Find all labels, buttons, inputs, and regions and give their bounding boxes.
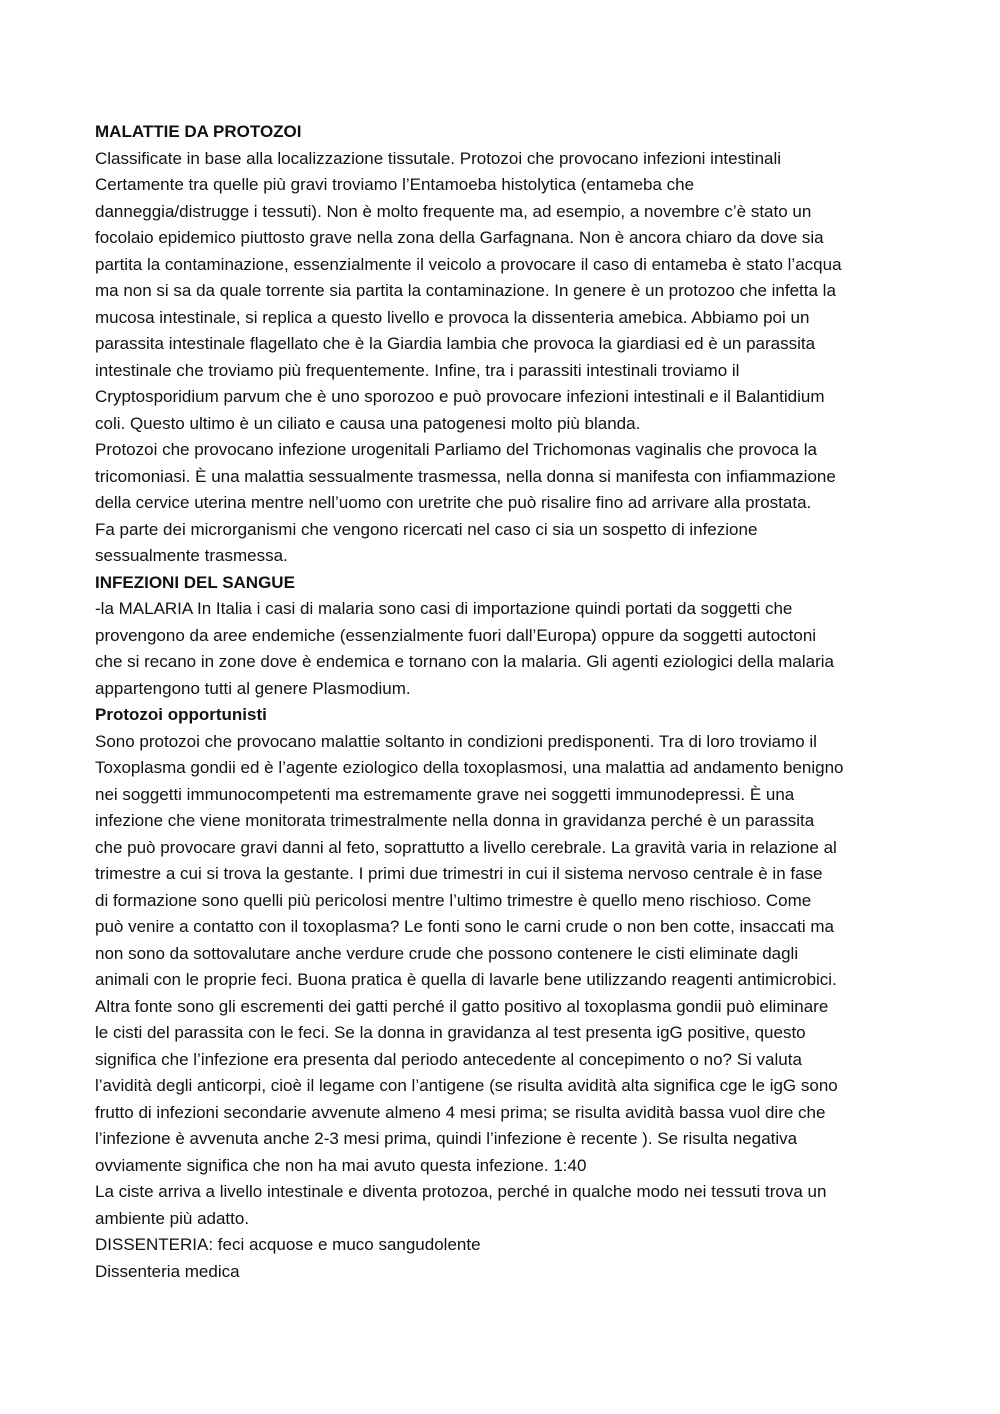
text-line: partita la contaminazione, essenzialmente il veicolo a provocare il caso di entameba è stato l’acqua [95,254,842,274]
section-heading: Protozoi opportunisti [95,705,267,724]
text-line: danneggia/distrugge i tessuti). Non è molto frequente ma, ad esempio, a novembre c’è stato un [95,201,812,221]
text-line: mucosa intestinale, si replica a questo livello e provoca la dissenteria amebica. Abbiamo poi un [95,307,810,327]
text-line: Cryptosporidium parvum che è uno sporozoo e può provocare infezioni intestinali e il Balantidium [95,387,825,406]
text-line: della cervice uterina mentre nell’uomo con uretrite che può risalire fino ad arrivare alla prostata. [95,493,812,512]
text-line: sessualmente trasmessa. [95,546,288,565]
text-line: che si recano in zone dove è endemica e tornano con la malaria. Gli agenti eziologici della malaria [95,652,834,671]
section-heading: INFEZIONI DEL SANGUE [95,572,295,592]
text-line: l’avidità degli anticorpi, cioè il legame con l’antigene (se risulta avidità alta significa cge le igG sono [95,1076,838,1095]
text-line: nei soggetti immunocompetenti ma estremamente grave nei soggetti immunodepressi. È una [95,784,795,804]
text-line: ambiente più adatto. [95,1208,250,1228]
text-line: Classificate in base alla localizzazione tissutale. Protozoi che provocano infezioni intestinali [95,148,782,168]
text-line: intestinale che troviamo più frequentemente. Infine, tra i parassiti intestinali troviamo il [95,360,740,380]
text-line: tricomoniasi. È una malattia sessualmente trasmessa, nella donna si manifesta con infiammazione [95,466,836,486]
text-line: significa che l’infezione era presenta dal periodo antecedente al concepimento o no? Si valuta [95,1049,802,1069]
text-line: coli. Questo ultimo è un ciliato e causa una patogenesi molto più blanda. [95,413,641,433]
text-line: può venire a contatto con il toxoplasma? Le fonti sono le carni crude o non ben cotte, insaccati ma [95,917,835,936]
text-line: animali con le proprie feci. Buona pratica è quella di lavarle bene utilizzando reagenti antimicrobici. [95,970,837,989]
text-line: ovviamente significa che non ha mai avuto questa infezione. 1:40 [95,1155,587,1175]
text-line: di formazione sono quelli più pericolosi mentre l’ultimo trimestre è quello meno rischioso. Come [95,890,812,910]
text-line: focolaio epidemico piuttosto grave nella zona della Garfagnana. Non è ancora chiaro da dove sia [95,228,824,247]
text-line: trimestre a cui si trova la gestante. I primi due trimestri in cui il sistema nervoso centrale è in fase [95,864,823,883]
text-line: Sono protozoi che provocano malattie soltanto in condizioni predisponenti. Tra di loro troviamo il [95,731,817,751]
text-line: appartengono tutti al genere Plasmodium. [95,678,411,698]
text-line: infezione che viene monitorata trimestralmente nella donna in gravidanza perché è un parassita [95,811,815,830]
text-line: Toxoplasma gondii ed è l’agente eziologico della toxoplasmosi, una malattia ad andamento benigno [95,758,844,777]
text-line: Fa parte dei microrganismi che vengono ricercati nel caso ci sia un sospetto di infezione [95,519,758,539]
text-line: frutto di infezioni secondarie avvenute almeno 4 mesi prima; se risulta avidità bassa vuol dire che [95,1102,826,1122]
document-body [95,119,915,1285]
text-line: non sono da sottovalutare anche verdure crude che possono contenere le cisti eliminate dagli [95,943,799,963]
text-line: -la MALARIA In Italia i casi di malaria sono casi di importazione quindi portati da soggetti che [95,599,793,618]
text-line: ma non si sa da quale torrente sia partita la contaminazione. In genere è un protozoo che infetta la [95,281,836,300]
text-line: Dissenteria medica [95,1261,240,1281]
section-heading: MALATTIE DA PROTOZOI [95,122,302,141]
text-line: che può provocare gravi danni al feto, soprattutto a livello cerebrale. La gravità varia in relazione al [95,837,837,857]
text-line: le cisti del parassita con le feci. Se la donna in gravidanza al test presenta igG positive, questo [95,1023,806,1042]
text-line: Altra fonte sono gli escrementi dei gatti perché il gatto positivo al toxoplasma gondii può eliminare [95,996,829,1016]
text-line: Certamente tra quelle più gravi troviamo l’Entamoeba histolytica (entameba che [95,175,695,194]
text-line: La ciste arriva a livello intestinale e diventa protozoa, perché in qualche modo nei tessuti trova un [95,1182,827,1201]
text-line: l’infezione è avvenuta anche 2-3 mesi prima, quindi l’infezione è recente ). Se risulta negativa [95,1129,798,1148]
text-line: Protozoi che provocano infezione urogenitali Parliamo del Trichomonas vaginalis che provoca la [95,440,817,459]
text-line: DISSENTERIA: feci acquose e muco sangudolente [95,1235,481,1254]
document-page [95,119,915,1285]
text-line: parassita intestinale flagellato che è la Giardia lambia che provoca la giardiasi ed è un parassita [95,334,816,353]
text-line: provengono da aree endemiche (essenzialmente fuori dall’Europa) oppure da soggetti autoctoni [95,625,817,645]
